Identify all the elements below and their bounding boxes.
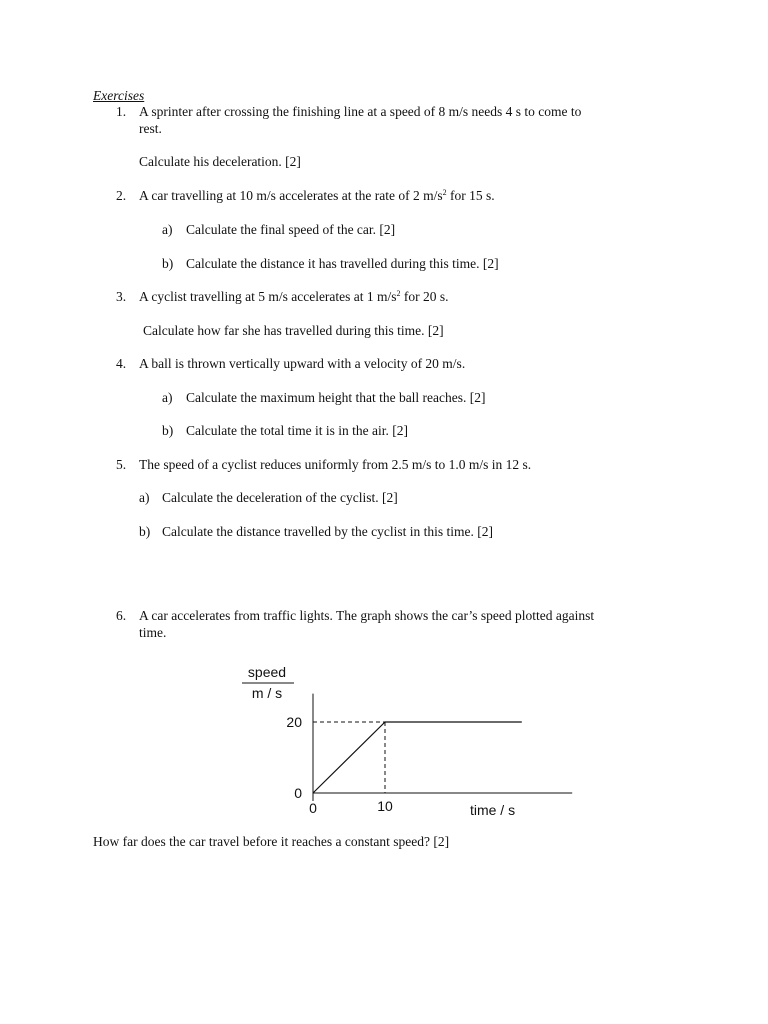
q2-superscript: 2 [442, 188, 447, 197]
q4b-label: b) [162, 423, 174, 438]
q1-number: 1. [116, 104, 127, 119]
heading: Exercises [93, 88, 145, 103]
speed-time-graph [230, 645, 580, 825]
q6-text-line1: A car accelerates from traffic lights. The graph shows the car’s speed plotted against [139, 608, 595, 623]
q2-text-post: for 15 s. [446, 188, 495, 203]
q3-task: Calculate how far she has travelled during this time. [2] [143, 323, 444, 338]
q5-text: The speed of a cyclist reduces uniformly from 2.5 m/s to 1.0 m/s in 12 s. [139, 457, 532, 472]
q2b-label: b) [162, 256, 174, 271]
q5a-label: a) [139, 490, 150, 505]
q2-text-pre: A car travelling at 10 m/s accelerates at the rate of 2 m/s [139, 188, 443, 203]
q5a-text: Calculate the deceleration of the cyclist. [2] [162, 490, 398, 505]
q3-text-post: for 20 s. [400, 289, 449, 304]
q1-text-line2: rest. [139, 121, 162, 136]
y-tick-label-20: 20 [286, 714, 302, 730]
q5-number: 5. [116, 457, 127, 472]
q3-superscript: 2 [396, 289, 401, 298]
q6-question: How far does the car travel before it reaches a constant speed? [2] [93, 834, 450, 849]
q1-text-line1: A sprinter after crossing the finishing line at a speed of 8 m/s needs 4 s to come to [139, 104, 582, 119]
x-axis-label: time / s [469, 802, 516, 818]
q2a-label: a) [162, 222, 173, 237]
q3-text-pre: A cyclist travelling at 5 m/s accelerates at 1 m/s [139, 289, 397, 304]
q4a-text: Calculate the maximum height that the ball reaches. [2] [186, 390, 486, 405]
q6-number: 6. [116, 608, 127, 623]
y-axis-label-bottom: m / s [251, 685, 283, 701]
q4b-text: Calculate the total time it is in the air. [2] [186, 423, 408, 438]
x-tick-label-10: 10 [377, 798, 393, 814]
q4-number: 4. [116, 356, 127, 371]
q5b-text: Calculate the distance travelled by the cyclist in this time. [2] [162, 524, 494, 539]
q4-text: A ball is thrown vertically upward with a velocity of 20 m/s. [139, 356, 466, 371]
q3-text [139, 289, 449, 305]
q5b-label: b) [139, 524, 151, 539]
x-tick-label-0: 0 [309, 800, 317, 816]
q4a-label: a) [162, 390, 173, 405]
y-axis-label-top: speed [247, 664, 287, 680]
q2-number: 2. [116, 188, 127, 203]
q1-task: Calculate his deceleration. [2] [139, 154, 301, 169]
q2-text [139, 188, 495, 204]
y-tick-label-0: 0 [294, 785, 302, 801]
q6-text-line2: time. [139, 625, 167, 640]
speed-series-line [313, 722, 522, 793]
q2b-text: Calculate the distance it has travelled during this time. [2] [186, 256, 499, 271]
q3-number: 3. [116, 289, 127, 304]
q2a-text: Calculate the final speed of the car. [2] [186, 222, 396, 237]
